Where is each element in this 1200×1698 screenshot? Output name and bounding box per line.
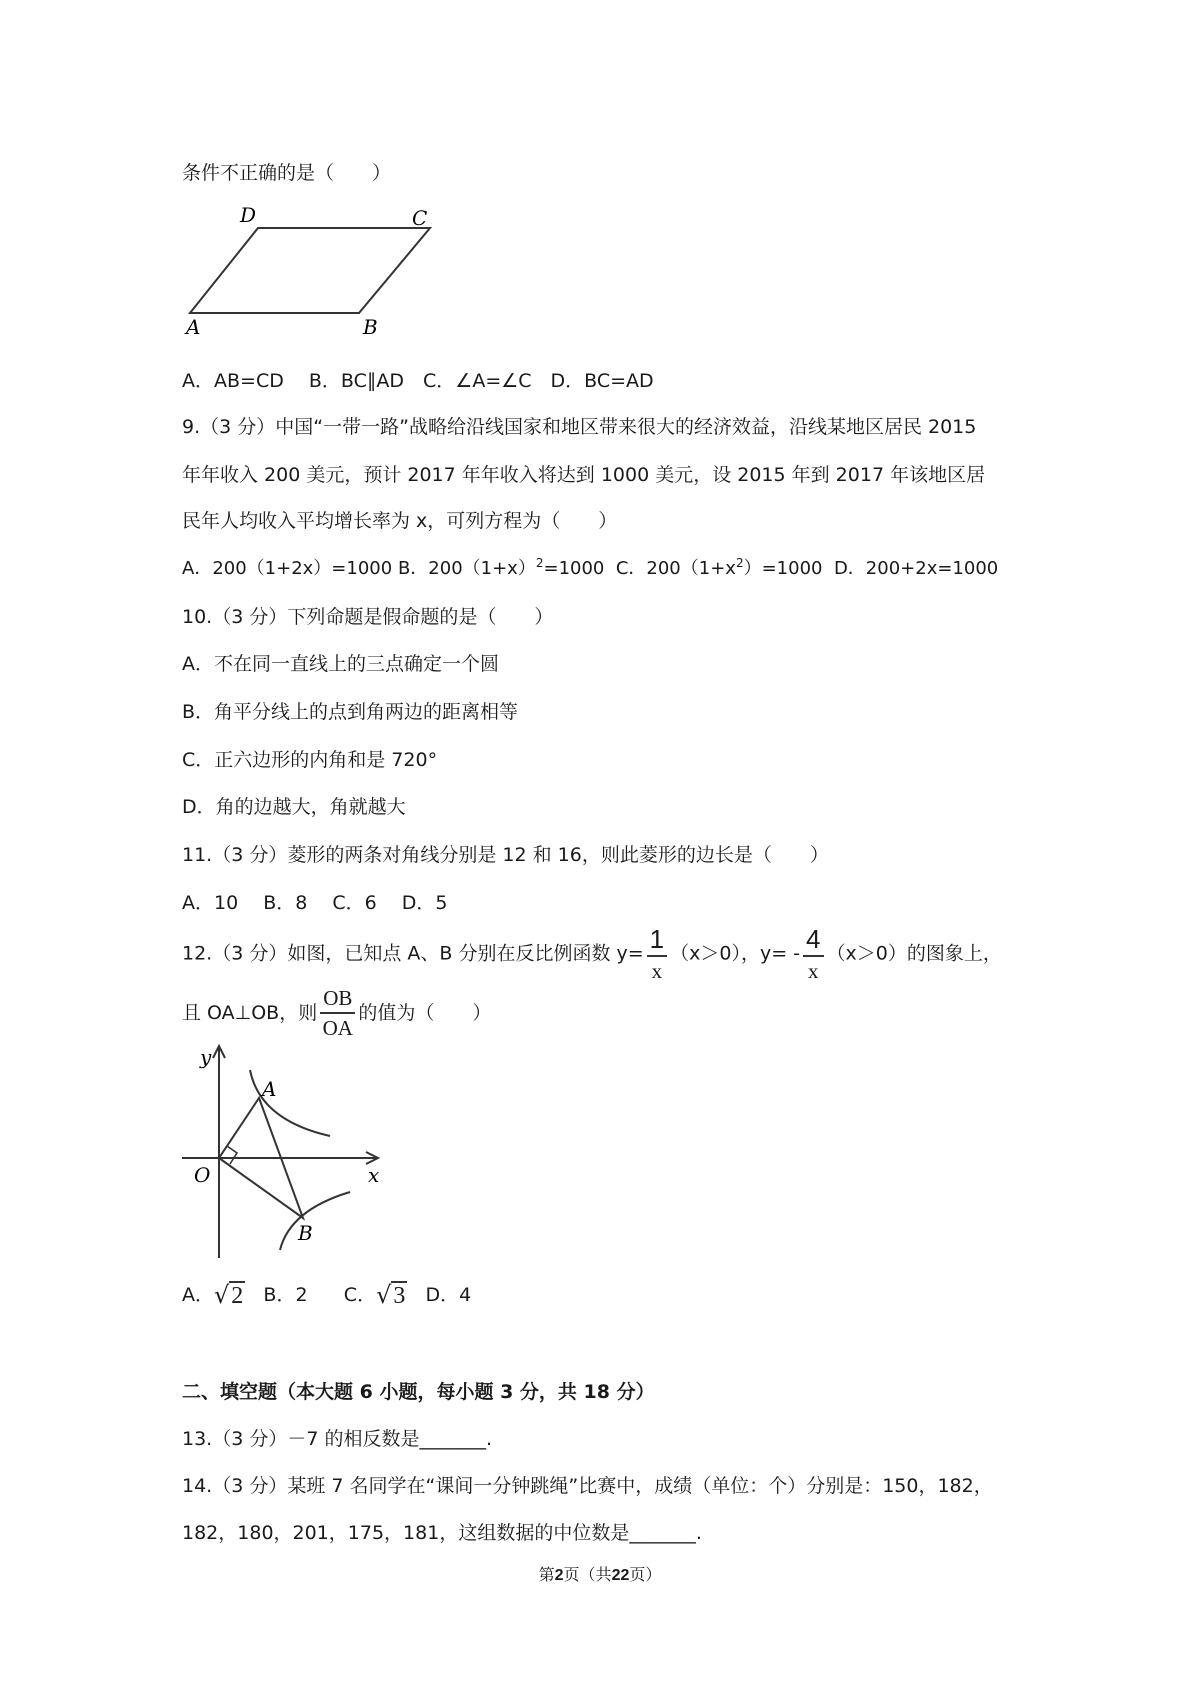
- q8-options: A．AB=CD B．BC∥AD C．∠A=∠C D．BC=AD: [182, 370, 654, 392]
- q9-option-c: C．$200(1+x^2)=1000$: [615, 556, 823, 579]
- label-a: A: [262, 1077, 277, 1101]
- label-o: O: [194, 1163, 211, 1187]
- q10-stem: 10.（3 分）下列命题是假命题的是（ ）: [182, 606, 554, 628]
- q14-line2: 182，180，201，175，181，这组数据的中位数是_______.: [182, 1522, 702, 1544]
- q10-option-b: B．角平分线上的点到角两边的距离相等: [182, 701, 519, 723]
- fraction-4-over-x: $\frac{4}{x}$: [803, 926, 823, 982]
- label-x: x: [368, 1163, 380, 1187]
- page-number: 2: [554, 1567, 564, 1584]
- q12-line2: 且 OA⊥OB，则 $\frac{OB}{OA}$ 的值为（ ）: [182, 986, 492, 1040]
- sqrt-3: √3: [376, 1281, 406, 1309]
- curve-y-neg-4-over-x: [280, 1192, 350, 1250]
- q9-option-d: D．200+2x=1000: [833, 558, 999, 579]
- q9-option-a: A．200（1+2x）=1000: [182, 558, 393, 579]
- q12-option-d: D．4: [425, 1284, 472, 1306]
- q10-option-c: C．正六边形的内角和是 720°: [182, 749, 438, 771]
- right-angle-mark: [227, 1146, 237, 1164]
- q9-line1: 9.（3 分）中国“一带一路”战略给沿线国家和地区带来很大的经济效益，沿线某地区居民 2015: [182, 416, 977, 438]
- page-footer: 第2页（共22页）: [538, 1565, 662, 1584]
- fraction-ob-over-oa: $\frac{OB}{OA}$: [320, 988, 355, 1039]
- q9-line2: 年年收入 200 美元，预计 2017 年年收入将达到 1000 美元，设 2015 年到 2017 年该地区居: [182, 464, 986, 486]
- q12-option-a: A．√2: [182, 1281, 244, 1309]
- label-b: B: [363, 315, 378, 339]
- q10-option-a: A．不在同一直线上的三点确定一个圆: [182, 653, 499, 675]
- label-a: A: [186, 315, 201, 339]
- q13-stem: 13.（3 分）－7 的相反数是_______.: [182, 1428, 493, 1450]
- q9-line3: 民年人均收入平均增长率为 x，可列方程为（ ）: [182, 510, 618, 532]
- q12-stem: 12.（3 分）如图，已知点 A、B 分别在反比例函数 y= $\frac{1}{x}$ （x＞0），y= - $\frac{4}{x}$ （x＞0）的图象上，: [182, 924, 1002, 983]
- q12-options: [182, 1280, 471, 1310]
- sqrt-2: √2: [214, 1281, 244, 1309]
- section-2-heading: 二、填空题（本大题 6 小题，每小题 3 分，共 18 分）: [182, 1381, 655, 1403]
- total-pages: 22: [611, 1567, 630, 1584]
- q14-line1: 14.（3 分）某班 7 名同学在“课间一分钟跳绳”比赛中，成绩（单位：个）分别是：150，182，: [182, 1475, 993, 1497]
- hyperbola-figure: [180, 1040, 400, 1260]
- label-c: C: [412, 206, 428, 230]
- fraction-1-over-x: $\frac{1}{x}$: [647, 926, 667, 982]
- q11-stem: 11.（3 分）菱形的两条对角线分别是 12 和 16，则此菱形的边长是（ ）: [182, 844, 829, 866]
- q12-option-c: C．√3: [343, 1281, 406, 1309]
- q9-option-b: B．$200(1+x)^2=1000$: [397, 556, 605, 579]
- q9-options: [182, 554, 998, 580]
- parallelogram-abcd: [190, 228, 430, 313]
- label-b: B: [298, 1221, 313, 1245]
- parallelogram-figure: [180, 200, 440, 340]
- q11-options: A．10 B．8 C．6 D．5: [182, 892, 448, 914]
- label-y: y: [200, 1045, 212, 1069]
- q12-option-b: B．2: [263, 1284, 308, 1306]
- q10-option-d: D．角的边越大，角就越大: [182, 796, 406, 818]
- label-d: D: [240, 203, 257, 227]
- q8-tail: 条件不正确的是（ ）: [182, 162, 392, 184]
